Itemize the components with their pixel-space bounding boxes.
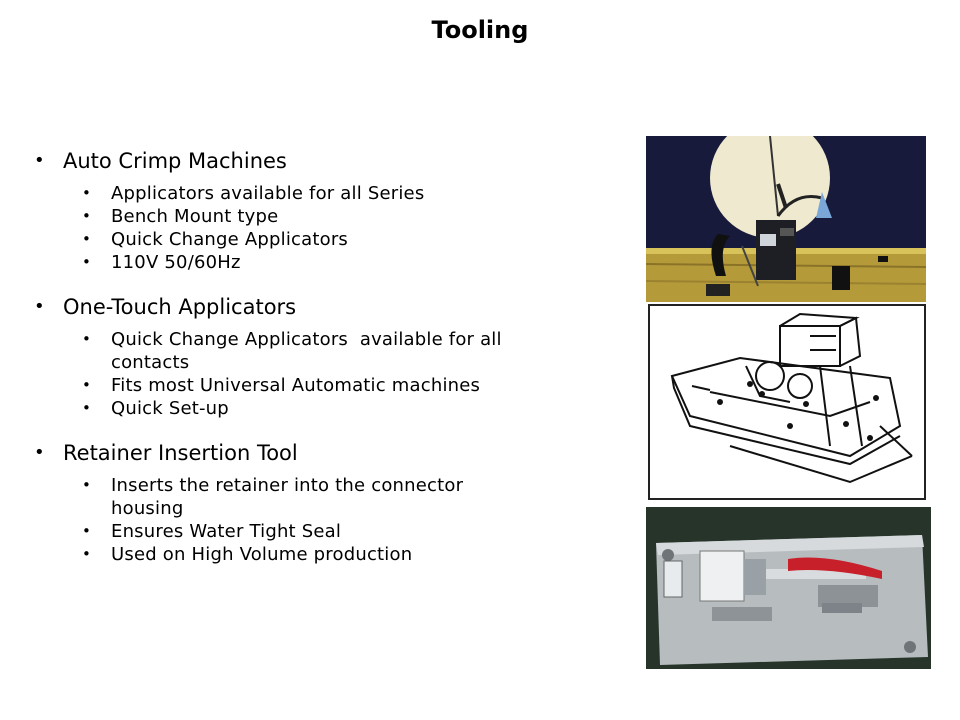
bullet-icon: •	[34, 150, 45, 171]
section-retainer	[34, 438, 594, 566]
bullet-icon: •	[82, 399, 92, 417]
list-item: • Quick Change Applicators available for all contacts	[82, 329, 508, 373]
section-heading: One-Touch Applicators	[63, 295, 297, 319]
bullet-icon: •	[82, 476, 92, 494]
bullet-icon: •	[82, 230, 92, 248]
section-heading: Retainer Insertion Tool	[63, 441, 298, 465]
retainer-insertion-tool-photo	[646, 507, 931, 669]
bullet-icon: •	[82, 522, 92, 540]
auto-crimp-machine-photo	[646, 136, 926, 302]
list-item: • Bench Mount type	[82, 206, 279, 227]
one-touch-applicator-drawing	[648, 304, 926, 500]
list-item: • Used on High Volume production	[82, 544, 413, 565]
sub-list	[82, 182, 594, 274]
bullet-icon: •	[82, 376, 92, 394]
bullet-icon: •	[82, 545, 92, 563]
list-item: • Quick Set-up	[82, 398, 229, 419]
bullet-icon: •	[82, 207, 92, 225]
list-item: • 110V 50/60Hz	[82, 252, 241, 273]
section-heading: Auto Crimp Machines	[63, 149, 287, 173]
list-item: • Quick Change Applicators	[82, 229, 348, 250]
section-auto-crimp	[34, 146, 594, 274]
sub-list	[82, 328, 594, 420]
bullet-content	[34, 146, 594, 584]
bullet-icon: •	[34, 296, 45, 317]
list-item: • Applicators available for all Series	[82, 183, 425, 204]
section-one-touch	[34, 292, 594, 420]
list-item: • Ensures Water Tight Seal	[82, 521, 342, 542]
bullet-icon: •	[82, 330, 92, 348]
bullet-icon: •	[82, 253, 92, 271]
bullet-icon: •	[34, 442, 45, 463]
list-item: • Fits most Universal Automatic machines	[82, 375, 481, 396]
slide-title: Tooling	[431, 16, 529, 44]
bullet-icon: •	[82, 184, 92, 202]
list-item: • Inserts the retainer into the connector housing	[82, 475, 464, 519]
sub-list	[82, 474, 594, 566]
